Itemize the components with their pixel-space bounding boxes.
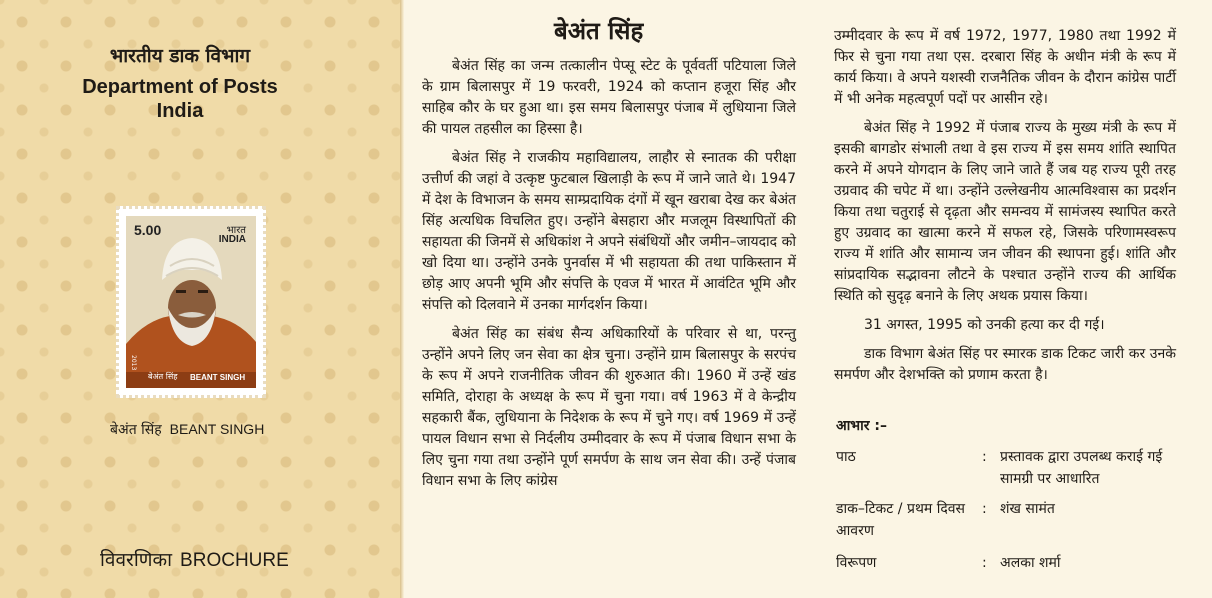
caption-english: BEANT SINGH [169, 421, 265, 437]
paragraph: बेअंत सिंह का संबंध सैन्य अधिकारियों के परिवार से था, परन्तु उन्होंने अपने लिए जन सेवा का क्षेत्र चुना। उन्होंने ग्राम बिलासपुर के सरपंच के रूप में अपने राजनीतिक जीवन की शुरुआत की। 1960 में उन्हें खंड समिति, दोराहा के अध्यक्ष के रूप में चुना गया। वर्ष 1963 में वे केन्द्रीय सहकारी बैंक, लुधियाना के निदेशक के रूप में चुने गए। वर्ष 1969 में उन्हें पायल विधान सभा से निर्दलीय उम्मीदवार के रूप में पंजाब विधान सभा के लिए चुना गया तथा उन्होंने पूर्ण समर्पण के साथ जन सेवा की। उन्हें पंजाब विधान सभा के लिए कांग्रेस [422, 326, 796, 489]
ack-colon: : [982, 449, 987, 465]
page-title: बेअंत सिंह [554, 17, 644, 45]
brochure-label [100, 546, 289, 572]
ack-label-cancellation: विरूपण [836, 555, 877, 571]
paragraph: बेअंत सिंह का जन्म तत्कालीन पेप्सू स्टेट के पूर्ववर्ती पटियाला जिले के ग्राम बिलासपुर में 19 फरवरी, 1924 को कप्तान हजूरा सिंह और साहिब कौर के घर हुआ था। इस समय बिलासपुर पंजाब में लुधियाना जिले की पायल तहसील का हिस्सा है। [422, 58, 796, 137]
ack-colon: : [982, 555, 987, 571]
stamp-artwork [126, 216, 256, 388]
stamp-country-english: INDIA [218, 234, 246, 245]
org-name-hindi: भारतीय डाक विभाग [109, 45, 251, 67]
brochure-english: BROCHURE [180, 550, 289, 571]
stamp-country-hindi: भारत [226, 225, 246, 236]
ack-label-stamp: डाक–टिकट / प्रथम दिवस आवरण [836, 501, 966, 539]
ack-label-text: पाठ [836, 449, 856, 465]
stamp-denomination: 5.00 [134, 222, 162, 238]
biography-column-middle [422, 56, 796, 500]
caption-hindi: बेअंत सिंह [110, 422, 162, 438]
stamp-year: 2013 [130, 354, 137, 370]
ack-value-text: प्रस्तावक द्वारा उपलब्ध कराई गई सामग्री पर आधारित [1000, 449, 1163, 487]
brochure-hindi: विवरणिका [100, 549, 172, 571]
paragraph: डाक विभाग बेअंत सिंह पर स्मारक डाक टिकट जारी कर उनके समर्पण और देशभक्ति को प्रणाम करता है। [834, 346, 1176, 383]
ack-value-cancellation: अलका शर्मा [1000, 555, 1061, 571]
stamp-caption [110, 420, 264, 439]
stamp-caption-english: BEANT SINGH [190, 373, 246, 382]
postage-stamp [116, 206, 266, 398]
org-country: India [156, 100, 204, 122]
org-name-english: Department of Posts [82, 76, 278, 98]
biography-column-right [834, 26, 1176, 394]
paragraph: बेअंत सिंह ने राजकीय महाविद्यालय, लाहौर से स्नातक की परीक्षा उत्तीर्ण की जहां वे उत्कृष्ट फुटबाल खिलाड़ी के रूप में जाने जाते थे। 1947 में देश के विभाजन के समय साम्प्रदायिक दंगों में खून खराबा देख कर बेअंत सिंह अत्यधिक विचलित हुए। उन्होंने बेसहारा और मजलूम विस्थापितों की सहायता की जिनमें से अधिकांश ने अपने संबंधियों और जमीन–जायदाद को खो दिया था। उन्होंने उनके पुनर्वास में भी सहायता की तथा पाकिस्तान में छोड़ आए अपनी भूमि और संपत्ति के एवज में भारत में आवंटित भूमि और संपत्ति को दिलवाने में उनका मार्गदर्शन किया। [422, 150, 796, 313]
paragraph: बेअंत सिंह ने 1992 में पंजाब राज्य के मुख्य मंत्री के रूप में इसकी बागडोर संभाली तथा वे इस राज्य में इस समय शांति स्थापित करने में अपने योगदान के लिए जाने जाते हैं जब यह राज्य पूरी तरह उग्रवाद की चपेट में था। उन्होंने उल्लेखनीय आत्मविश्वास का प्रदर्शन किया तथा चतुराई से दृढ़ता और समन्वय में सामंजस्य स्थापित करते हुए उग्रवाद का खात्मा करने में सफल रहे, जिसके परिणामस्वरूप राज्य में शांति और सामान्य जन जीवन की स्थापना हुई। शांति और सांप्रदायिक सद्भावना लौटने के पश्चात उन्होंने राज्य की आर्थिक स्थिति को सुदृढ़ बनाने के लिए अथक प्रयास किया। [834, 120, 1176, 304]
ack-colon: : [982, 501, 987, 517]
ack-value-stamp: शंख सामंत [1000, 501, 1055, 517]
paragraph: 31 अगस्त, 1995 को उनकी हत्या कर दी गई। [864, 317, 1105, 333]
acknowledgement-heading: आभार :– [836, 418, 887, 434]
stamp-caption-hindi: बेअंत सिंह [148, 372, 178, 381]
paragraph: उम्मीदवार के रूप में वर्ष 1972, 1977, 1980 तथा 1992 में फिर से चुना गया तथा एस. दरबारा सिंह के अधीन मंत्री के रूप में कार्य किया। वे अपने यशस्वी राजनैतिक जीवन के दौरान कांग्रेस पार्टी में भी अनेक महत्वपूर्ण पदों पर आसीन रहे। [834, 28, 1176, 107]
